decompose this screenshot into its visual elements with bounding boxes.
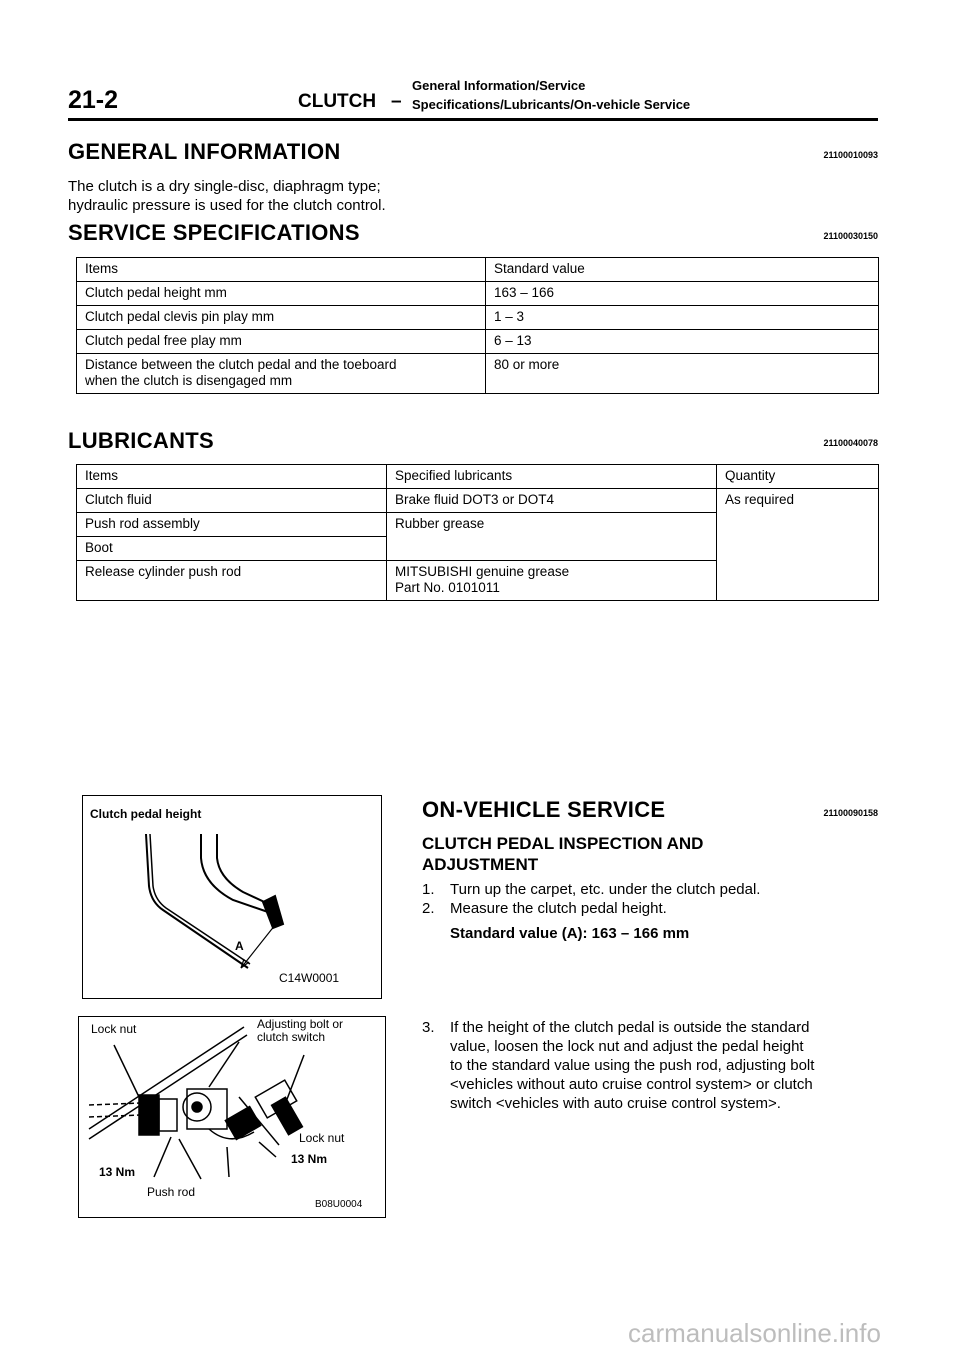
step-3-line: switch <vehicles with auto cruise control system>. [450, 1095, 781, 1112]
header-rule [68, 118, 878, 121]
section-dash: – [391, 91, 402, 112]
table-cell: 80 or more [486, 354, 879, 394]
on-vehicle-service-title: ON-VEHICLE SERVICE [422, 797, 666, 822]
cell-line: Distance between the clutch pedal and the toeboard [85, 357, 397, 372]
step-2-number: 2. [422, 900, 435, 917]
standard-value: Standard value (A): 163 – 166 mm [450, 925, 690, 942]
step-1-number: 1. [422, 881, 435, 898]
section-title: CLUTCH [298, 91, 377, 112]
inspection-subtitle-line1: CLUTCH PEDAL INSPECTION AND [422, 834, 704, 853]
dimension-marker-a: A [235, 939, 244, 953]
adjusting-bolt-label-line1: Adjusting bolt or [257, 1017, 344, 1031]
lock-nut-label-right: Lock nut [299, 1131, 345, 1145]
watermark: carmanualsonline.info [628, 1318, 881, 1348]
figure-code: C14W0001 [279, 971, 340, 985]
table-row [77, 354, 879, 394]
header-subtitle-line2: Specifications/Lubricants/On-vehicle Service [412, 97, 691, 112]
figure-clutch-pedal-height [82, 795, 382, 999]
table-row [77, 282, 879, 306]
general-info-code: 21100010093 [823, 150, 878, 160]
step-3-line: value, loosen the lock nut and adjust the pedal height [450, 1038, 804, 1055]
step-3-line: If the height of the clutch pedal is outside the standard [450, 1019, 810, 1036]
table-cell: Clutch pedal clevis pin play mm [77, 306, 486, 330]
adjusting-bolt-label [257, 1018, 343, 1044]
header-subtitle-line1: General Information/Service [412, 78, 586, 93]
table-cell: Clutch pedal height mm [77, 282, 486, 306]
pedal-height-diagram [83, 796, 381, 998]
cell-line: MITSUBISHI genuine grease [395, 564, 570, 579]
step-3-number: 3. [422, 1019, 435, 1036]
lubricants-title: LUBRICANTS [68, 428, 214, 453]
table-cell: As required [717, 489, 879, 601]
table-header-row [77, 465, 879, 489]
adjusting-bolt-label-line2: clutch switch [257, 1030, 326, 1044]
cell-line: when the clutch is disengaged mm [85, 373, 293, 388]
table-cell: Boot [77, 537, 387, 561]
table-cell: Brake fluid DOT3 or DOT4 [387, 489, 717, 513]
table-header-cell: Standard value [486, 258, 879, 282]
step-3-text [450, 1018, 880, 1113]
table-cell: Rubber grease [387, 513, 717, 561]
torque-label-left: 13 Nm [99, 1165, 136, 1179]
table-cell: 6 – 13 [486, 330, 879, 354]
lubricants-code: 21100040078 [823, 438, 878, 448]
figure-label: Clutch pedal height [90, 807, 202, 821]
figure-adjusting-bolt [78, 1016, 386, 1218]
table-cell: Clutch pedal free play mm [77, 330, 486, 354]
table-cell [387, 561, 717, 601]
table-row [77, 306, 879, 330]
lubricants-table [76, 464, 879, 601]
push-rod-label: Push rod [147, 1185, 196, 1199]
table-row [77, 489, 879, 513]
table-header-cell: Items [77, 465, 387, 489]
general-info-text-line1: The clutch is a dry single-disc, diaphragm type; [68, 178, 381, 195]
inspection-subtitle-line2: ADJUSTMENT [422, 855, 539, 874]
general-info-text-line2: hydraulic pressure is used for the clutch control. [68, 197, 386, 214]
general-info-title: GENERAL INFORMATION [68, 139, 341, 164]
step-3-line: to the standard value using the push rod, adjusting bolt [450, 1057, 815, 1074]
table-header-cell: Items [77, 258, 486, 282]
table-cell: 163 – 166 [486, 282, 879, 306]
lock-nut-label-left: Lock nut [91, 1022, 137, 1036]
table-header-row [77, 258, 879, 282]
table-cell: Clutch fluid [77, 489, 387, 513]
service-specs-title: SERVICE SPECIFICATIONS [68, 220, 360, 245]
on-vehicle-service-code: 21100090158 [823, 808, 878, 818]
service-specs-table [76, 257, 879, 394]
table-cell: Release cylinder push rod [77, 561, 387, 601]
table-header-cell: Specified lubricants [387, 465, 717, 489]
step-3-line: <vehicles without auto cruise control system> or clutch [450, 1076, 813, 1093]
service-specs-code: 21100030150 [823, 231, 878, 241]
adjusting-bolt-diagram [79, 1017, 385, 1217]
table-row [77, 330, 879, 354]
table-header-cell: Quantity [717, 465, 879, 489]
step-2-text: Measure the clutch pedal height. [450, 900, 667, 917]
table-cell: 1 – 3 [486, 306, 879, 330]
page-number: 21-2 [68, 86, 119, 114]
cell-line: Part No. 0101011 [395, 580, 500, 595]
table-cell [77, 354, 486, 394]
table-cell: Push rod assembly [77, 513, 387, 537]
figure-code: B08U0004 [315, 1199, 363, 1210]
torque-label-right: 13 Nm [291, 1152, 328, 1166]
step-1-text: Turn up the carpet, etc. under the clutch pedal. [450, 881, 761, 898]
